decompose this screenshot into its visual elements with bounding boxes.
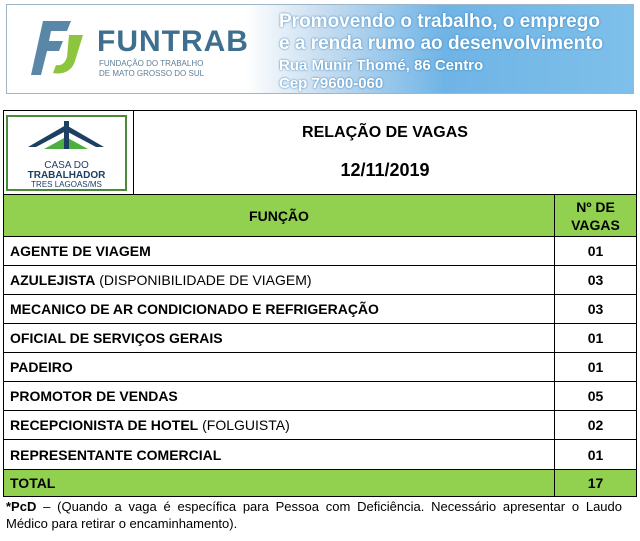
funtrab-logo-icon: [25, 15, 89, 81]
address-cep: Cep 79600-060: [279, 75, 384, 92]
footnote: [6, 498, 622, 532]
row-funcao: [4, 237, 555, 266]
table-row: [4, 324, 637, 353]
row-funcao: [4, 324, 555, 353]
address: [279, 57, 483, 93]
page-date: 12/11/2019: [340, 160, 430, 180]
column-header-vagas-line-2: VAGAS: [571, 216, 620, 233]
total-value: 17: [555, 470, 637, 497]
row-funcao: [4, 266, 555, 295]
row-vagas: 01: [555, 353, 637, 382]
table-row: [4, 411, 637, 440]
funtrab-banner: [6, 4, 634, 94]
table-row: [4, 237, 637, 266]
row-vagas: 05: [555, 382, 637, 411]
address-street: Rua Munir Thomé, 86 Centro: [279, 57, 484, 74]
footnote-text: – (Quando a vaga é específica para Pessoa com Deficiência. Necessário apresentar o Laudo Médico para retirar o encaminhamento).: [6, 499, 622, 531]
slogan-line-2: e a renda rumo ao desenvolvimento: [279, 33, 604, 54]
page-title: RELAÇÃO DE VAGAS: [302, 124, 468, 141]
vagas-table: [3, 110, 637, 497]
brand-subtitle-line-1: FUNDAÇÃO DO TRABALHO: [99, 59, 204, 68]
casa-trabalhador-logo-cell: [4, 111, 134, 195]
table-row: [4, 382, 637, 411]
table-row: [4, 440, 637, 470]
total-row: [4, 470, 637, 497]
row-funcao: [4, 440, 555, 470]
funcao-name: AZULEJISTA: [10, 272, 96, 288]
logo-line-1: CASA DO: [44, 159, 89, 171]
brand-name: FUNTRAB: [97, 25, 249, 58]
slogan-line-1: Promovendo o trabalho, o emprego: [279, 11, 600, 32]
brand-subtitle-line-2: DE MATO GROSSO DO SUL: [99, 69, 205, 78]
logo-line-3: TRES LAGOAS/MS: [31, 179, 102, 189]
funcao-note: (FOLGUISTA): [198, 417, 290, 433]
table-row: [4, 295, 637, 324]
casa-trabalhador-logo: [6, 115, 127, 191]
column-header-row: [4, 195, 637, 237]
house-icon: [8, 117, 125, 161]
funcao-name: MECANICO DE AR CONDICIONADO E REFRIGERAÇÃO: [10, 301, 379, 317]
funcao-name: PADEIRO: [10, 359, 73, 375]
footnote-pcd: *PcD: [6, 499, 37, 514]
table-row: [4, 266, 637, 295]
funcao-name: AGENTE DE VIAGEM: [10, 243, 151, 259]
row-funcao: [4, 295, 555, 324]
table-row: [4, 353, 637, 382]
funcao-name: OFICIAL DE SERVIÇOS GERAIS: [10, 330, 223, 346]
table-header-row: [4, 111, 637, 195]
brand-subtitle: [99, 59, 204, 79]
slogan: [279, 11, 603, 55]
row-vagas: 01: [555, 237, 637, 266]
row-funcao: [4, 411, 555, 440]
total-label: TOTAL: [4, 470, 555, 497]
row-vagas: 01: [555, 440, 637, 470]
funcao-name: RECEPCIONISTA DE HOTEL: [10, 417, 199, 433]
funcao-name: REPRESENTANTE COMERCIAL: [10, 446, 222, 463]
row-vagas: 03: [555, 266, 637, 295]
row-funcao: [4, 353, 555, 382]
row-vagas: 01: [555, 324, 637, 353]
funcao-note: (DISPONIBILIDADE DE VIAGEM): [95, 272, 312, 288]
row-vagas: 03: [555, 295, 637, 324]
funcao-name: PROMOTOR DE VENDAS: [10, 388, 178, 404]
row-funcao: [4, 382, 555, 411]
logo-line-2: TRABALHADOR: [27, 169, 106, 181]
column-header-vagas: [555, 195, 637, 237]
column-header-funcao: FUNÇÃO: [4, 195, 555, 237]
column-header-vagas-line-1: Nº DE: [576, 198, 615, 215]
title-cell: [134, 111, 637, 195]
row-vagas: 02: [555, 411, 637, 440]
